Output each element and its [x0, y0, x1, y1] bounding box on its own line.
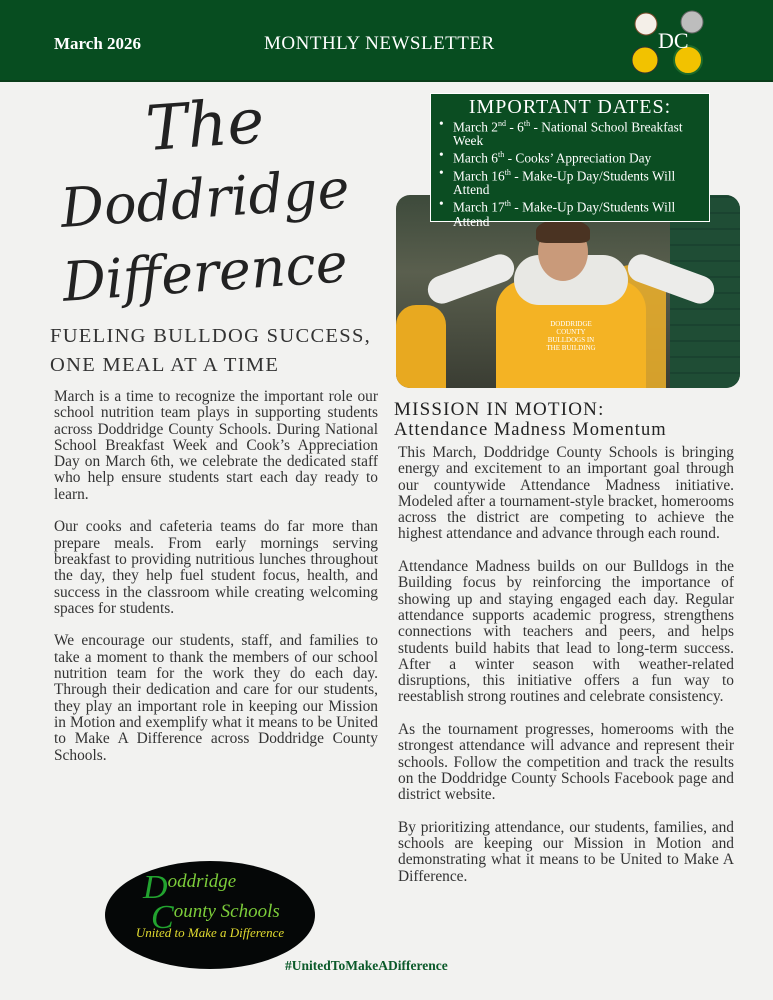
masthead-line: Doddridge: [58, 156, 352, 241]
masthead-line: The: [143, 83, 267, 166]
masthead-title: [40, 83, 370, 314]
logo-motto: United to Make a Difference: [135, 925, 285, 940]
important-dates-list: [439, 117, 701, 229]
shirt-text: DODDRIDGE COUNTY: [550, 320, 592, 336]
subtitle-line: ONE MEAL AT A TIME: [50, 354, 280, 376]
logo-word: ounty Schools: [173, 901, 280, 922]
logo-initial: C: [151, 899, 174, 936]
bullet-icon: •: [439, 196, 444, 212]
hashtag: #UnitedToMakeADifference: [285, 958, 448, 973]
mission-heading-line2: Attendance Madness Momentum: [394, 420, 667, 440]
newsletter-header: [0, 0, 773, 82]
paragraph: We encourage our students, staff, and families to take a moment to thank the members of our school nutrition team for the work they do each day. Through their dedication and care for our students, they play an important role in keeping our Mission in Motion and exemplify what it means to be United to Make A Difference across Doddridge County Schools.: [54, 632, 378, 764]
bullet-icon: •: [439, 116, 444, 131]
date-item: • March 16th - Make-Up Day/Students Will Attend: [439, 164, 676, 198]
mission-heading-line1: MISSION IN MOTION:: [394, 399, 605, 420]
svg-text:DC: DC: [658, 28, 689, 53]
attendance-article: [398, 445, 734, 901]
paragraph: Attendance Madness builds on our Bulldogs in the Building focus by reinforcing the importance of showing up and staying engaged each day. Regular attendance supports academic progress, strengthens connections with teachers and peers, and helps students build habits that lead to long-term success. After a winter season with weather-related disruptions, this initiative offers a fun way to reestablish strong routines and celebrate consistency.: [398, 558, 734, 706]
bullet-icon: •: [439, 147, 444, 163]
issue-date: March 2026: [54, 34, 142, 53]
subtitle-line: FUELING BULLDOG SUCCESS,: [50, 325, 372, 347]
paragraph: This March, Doddridge County Schools is bringing energy and excitement to an important goal through our countywide Attendance Madness initiative. Modeled after a tournament-style bracket, homerooms across the district are competing to achieve the highest attendance and advance through each round.: [398, 444, 734, 543]
newsletter-title: MONTHLY NEWSLETTER: [264, 33, 495, 54]
bullet-icon: •: [439, 164, 444, 180]
nutrition-article: [54, 389, 378, 780]
paragraph: As the tournament progresses, homerooms with the strongest attendance will advance and represent their schools. Follow the competition and track the results on the Doddridge County Schools Facebook page and district website.: [398, 721, 734, 804]
logo-initial: D: [143, 869, 168, 906]
masthead-line: Difference: [60, 231, 350, 314]
important-dates-box: [430, 93, 710, 229]
date-item: • March 6th - Cooks’ Appreciation Day: [439, 147, 652, 166]
district-logo: [105, 861, 315, 969]
paragraph: March is a time to recognize the important role our school nutrition team plays in supporting students across Doddridge County Schools. During National School Breakfast Week and Cook’s Appreciation Day on March 6th, we celebrate the dedicated staff who help ensure students start each day ready to learn.: [54, 388, 378, 503]
date-item: • March 17th - Make-Up Day/Students Will Attend: [439, 196, 676, 229]
important-dates-title: IMPORTANT DATES:: [468, 96, 672, 118]
shirt-subtext: BULLDOGS IN THE BUILDING: [546, 336, 596, 352]
logo-word: oddridge: [167, 871, 237, 892]
mission-heading: [394, 399, 667, 441]
paragraph: By prioritizing attendance, our students, families, and schools are keeping our Mission in Motion and demonstrating what it means to be United to Make A Difference.: [398, 818, 734, 885]
paragraph: Our cooks and cafeteria teams do far more than prepare meals. From early mornings serving breakfast to providing nutritious lunches throughout the day, they help fuel student focus, health, and success in the classroom while creating welcoming spaces for students.: [54, 518, 378, 617]
article-subtitle: [50, 322, 371, 380]
date-item: • March 2nd - 6th - National School Breakfast Week: [439, 116, 683, 149]
bulldogs-dc-logo-icon: [632, 6, 708, 78]
